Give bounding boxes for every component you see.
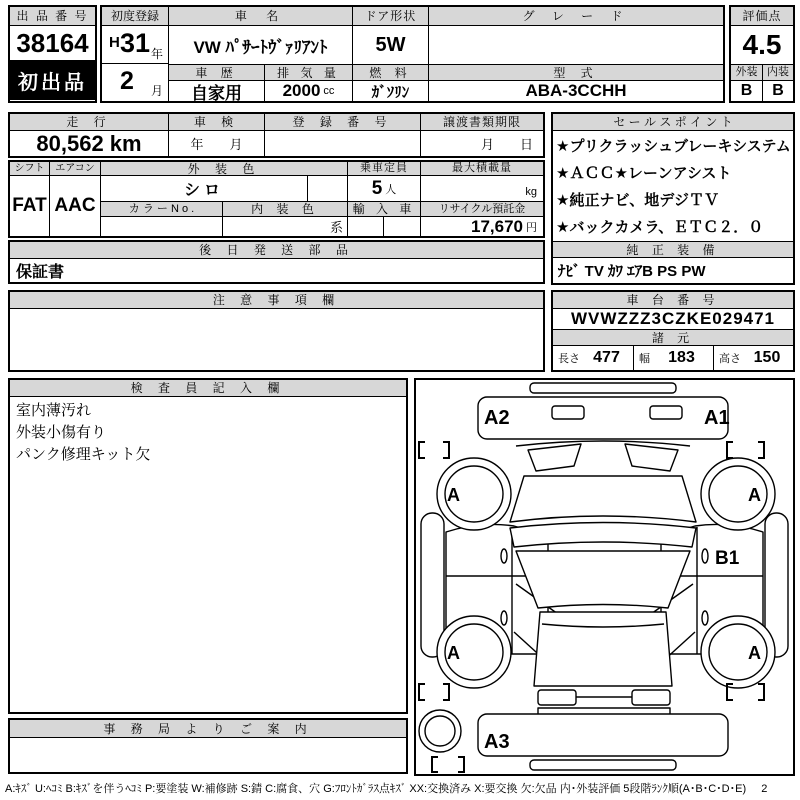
- spare-bracket-open: [432, 757, 438, 772]
- int-color-label: 内 装 色: [222, 201, 347, 217]
- inspection-label: 車 検: [168, 114, 264, 131]
- car-name-label: 車 名: [168, 7, 352, 26]
- later-shipping-box: [8, 240, 545, 284]
- interior-grade-label: 内装: [762, 64, 793, 81]
- sales-points-lines: [553, 133, 793, 241]
- front-right-wheel: [701, 458, 775, 530]
- capacity-label: 乗車定員: [347, 162, 420, 176]
- recycle-deposit-number: 17,670: [471, 216, 523, 236]
- cautions-label: 注 意 事 項 欄: [10, 292, 543, 309]
- right-front-bracket-close: [758, 442, 764, 458]
- capacity-value: [347, 176, 420, 201]
- ext-color-extra-cell: [307, 176, 347, 201]
- first-reg-year-unit: 年: [150, 47, 163, 61]
- history-label: 車 歴: [168, 64, 264, 81]
- office-notice-value: [10, 738, 406, 772]
- office-notice-box: [8, 718, 408, 774]
- office-notice-label: 事 務 局 よ り ご 案 内: [10, 720, 406, 738]
- right-front-door-handle: [702, 549, 708, 563]
- footer-page-number: 2: [761, 783, 768, 795]
- footer-legend: A:ｷｽﾞ U:ﾍｺﾐ B:ｷｽﾞを伴うﾍｺﾐ P:要塗装 W:補修跡 S:錆 C:腐食、穴 G:ﾌﾛﾝﾄｶﾞﾗｽ点ｷｽﾞ XX:交換済み X:要交換 欠:欠品 内･外装評価 5段階ﾗﾝｸ順(A･B･C･D･E): [5, 783, 747, 795]
- shift-value: FAT: [12, 195, 47, 216]
- left-rear-bracket-close: [443, 684, 449, 700]
- sales-point-line: ★ＡＣＣ★レーンアシスト: [556, 165, 732, 182]
- spec-length-cell: [553, 346, 633, 370]
- right-rear-bracket-close: [758, 684, 764, 700]
- tailgate: [534, 612, 672, 686]
- shift-label: シフト: [10, 162, 49, 176]
- recycle-deposit-unit: 円: [526, 221, 537, 234]
- spec-height-cell: [713, 346, 793, 370]
- chassis-specs-box: [551, 290, 795, 372]
- mark-wheel-rear-right: A: [748, 643, 761, 663]
- door-shape-value: 5W: [352, 26, 428, 64]
- inspector-notes-label: 検 査 員 記 入 欄: [10, 380, 406, 397]
- mark-front-left-A2: A2: [484, 407, 510, 429]
- spec-width-value: 183: [668, 349, 695, 366]
- sales-point-line: ★プリクラッシュブレーキシステム: [556, 138, 791, 155]
- car-name-value: VW ﾊﾟｻｰﾄｳﾞｧﾘｱﾝﾄ: [168, 26, 352, 64]
- inspection-value: 年 月: [168, 131, 264, 156]
- aircon-value: AAC: [49, 176, 100, 236]
- score-box: [729, 5, 795, 103]
- max-load-value: kg: [420, 176, 543, 201]
- reg-no-label: 登 録 番 号: [264, 114, 420, 131]
- mark-rear-bumper-A3: A3: [484, 731, 510, 753]
- displacement-unit: cc: [323, 85, 335, 97]
- reg-no-value: [264, 131, 420, 156]
- max-load-label: 最大積載量: [420, 162, 543, 176]
- import-car-label: 輸 入 車: [347, 201, 420, 217]
- later-shipping-label: 後 日 発 送 部 品: [10, 242, 543, 259]
- grade-label: グ レ ー ド: [428, 7, 723, 26]
- right-rear-door-handle: [702, 611, 708, 625]
- model-code-label: 型 式: [428, 64, 723, 81]
- color-no-label: カ ラ ー N o .: [100, 201, 222, 217]
- displacement-number: 2000: [282, 81, 321, 100]
- inspector-notes-lines: [10, 400, 406, 710]
- color-no-value: [100, 217, 222, 236]
- recycle-deposit-value: [420, 217, 543, 236]
- import-car-cell-2: [383, 217, 420, 236]
- left-rear-door-handle: [501, 611, 507, 625]
- later-shipping-value: 保証書: [16, 264, 65, 281]
- rear-bumper-strip: [530, 760, 676, 770]
- transfer-deadline-label: 譲渡書類期限: [420, 114, 543, 131]
- mark-front-right-A1: A1: [704, 407, 730, 429]
- left-taillight: [538, 690, 576, 705]
- interior-grade-value: B: [762, 81, 793, 101]
- rear-right-wheel: [701, 616, 775, 688]
- windshield-left-pane: [528, 444, 581, 471]
- mileage-band: [8, 112, 545, 158]
- car-diagram-box: [414, 378, 795, 776]
- exterior-grade-label: 外装: [731, 64, 762, 81]
- rear-window: [516, 551, 690, 608]
- transfer-deadline-value: 月 日: [420, 131, 543, 156]
- score-label: 評価点: [731, 7, 793, 26]
- right-front-bracket-open: [727, 442, 733, 458]
- mark-wheel-front-right: A: [748, 485, 761, 505]
- aircon-label: エアコン: [49, 162, 100, 176]
- int-color-suffix: 系: [329, 220, 343, 235]
- cautions-box: [8, 290, 545, 372]
- displacement-value: [264, 81, 352, 101]
- color-capacity-band: [8, 160, 545, 238]
- import-car-cell-1: [347, 217, 383, 236]
- fuel-label: 燃 料: [352, 64, 428, 81]
- mileage-value: 80,562 km: [36, 130, 142, 156]
- mark-wheel-front-left: A: [447, 485, 460, 505]
- int-color-value: [222, 217, 347, 236]
- score-value: 4.5: [742, 29, 782, 60]
- first-reg-era: H: [109, 34, 120, 51]
- car-diagram: [416, 380, 793, 774]
- inspector-notes-box: [8, 378, 408, 714]
- model-code-value: ABA-3CCHH: [428, 81, 723, 101]
- capacity-unit: 人: [385, 183, 397, 196]
- rear-bumper: [478, 714, 728, 756]
- first-reg-year: 31: [120, 28, 151, 58]
- auction-number-box: [8, 5, 97, 103]
- first-reg-year-cell: [102, 26, 168, 64]
- sales-points-label: セ ー ル ス ポ イ ン ト: [553, 114, 793, 131]
- auction-number-value: 38164: [16, 28, 89, 58]
- chassis-value: WVWZZZ3CZKE029471: [553, 309, 793, 330]
- front-bumper-strip: [530, 383, 676, 393]
- fuel-value: ｶﾞｿﾘﾝ: [352, 81, 428, 101]
- spec-height-value: 150: [753, 349, 781, 366]
- recycle-deposit-label: リサイクル預託金: [420, 201, 543, 217]
- chassis-label: 車 台 番 号: [553, 292, 793, 309]
- vehicle-header-grid: [100, 5, 725, 103]
- spare-bracket-close: [458, 757, 464, 772]
- windshield-right-pane: [625, 444, 678, 471]
- first-listing-badge: 初出品: [10, 60, 95, 100]
- sales-point-line: ★純正ナビ、地デジＴＶ: [556, 192, 719, 209]
- first-reg-month-unit: 月: [150, 84, 163, 98]
- sales-point-line: ★バックカメラ、ＥＴＣ２．０: [556, 219, 764, 236]
- inspector-note-line: 外装小傷有り: [16, 424, 107, 441]
- displacement-label: 排 気 量: [264, 64, 352, 81]
- spec-width-label: 幅: [639, 353, 650, 365]
- first-reg-month: 2: [120, 67, 134, 95]
- spec-length-value: 477: [593, 349, 620, 366]
- auction-number-label: 出 品 番 号: [10, 7, 95, 26]
- ext-color-label: 外 装 色: [100, 162, 347, 176]
- right-taillight: [632, 690, 670, 705]
- oem-equipment-value: ﾅﾋﾞ TV ｶﾜ ｴｱB PS PW: [558, 263, 706, 280]
- windshield: [510, 476, 696, 522]
- ext-color-value: シロ: [100, 176, 307, 201]
- footer-legend-row: [5, 780, 797, 797]
- capacity-number: 5: [371, 177, 383, 199]
- oem-equipment-label: 純 正 装 備: [553, 241, 793, 258]
- left-front-bracket-open: [419, 442, 425, 458]
- mileage-label: 走 行: [10, 114, 168, 131]
- spec-width-cell: [633, 346, 713, 370]
- spec-height-label: 高さ: [719, 353, 741, 365]
- grade-value: [428, 26, 723, 64]
- front-bumper: [478, 397, 728, 439]
- specs-label: 諸 元: [553, 330, 793, 346]
- history-value: 自家用: [168, 81, 264, 101]
- inspector-note-line: 室内薄汚れ: [16, 402, 92, 419]
- left-front-door-handle: [501, 549, 507, 563]
- roof: [510, 523, 696, 548]
- first-reg-label: 初度登録: [102, 7, 168, 26]
- mark-right-door-B1: B1: [715, 548, 740, 569]
- left-rear-bracket-open: [419, 684, 425, 700]
- inspector-note-line: パンク修理キット欠: [16, 446, 151, 463]
- mark-wheel-rear-left: A: [447, 643, 460, 663]
- first-reg-month-cell: [102, 64, 168, 101]
- spec-length-label: 長さ: [558, 353, 580, 365]
- exterior-grade-value: B: [740, 82, 753, 99]
- door-shape-label: ドア形状: [352, 7, 428, 26]
- cautions-value: [10, 309, 543, 370]
- left-front-bracket-close: [443, 442, 449, 458]
- hood-edge-arc: [516, 441, 690, 446]
- sales-points-box: [551, 112, 795, 285]
